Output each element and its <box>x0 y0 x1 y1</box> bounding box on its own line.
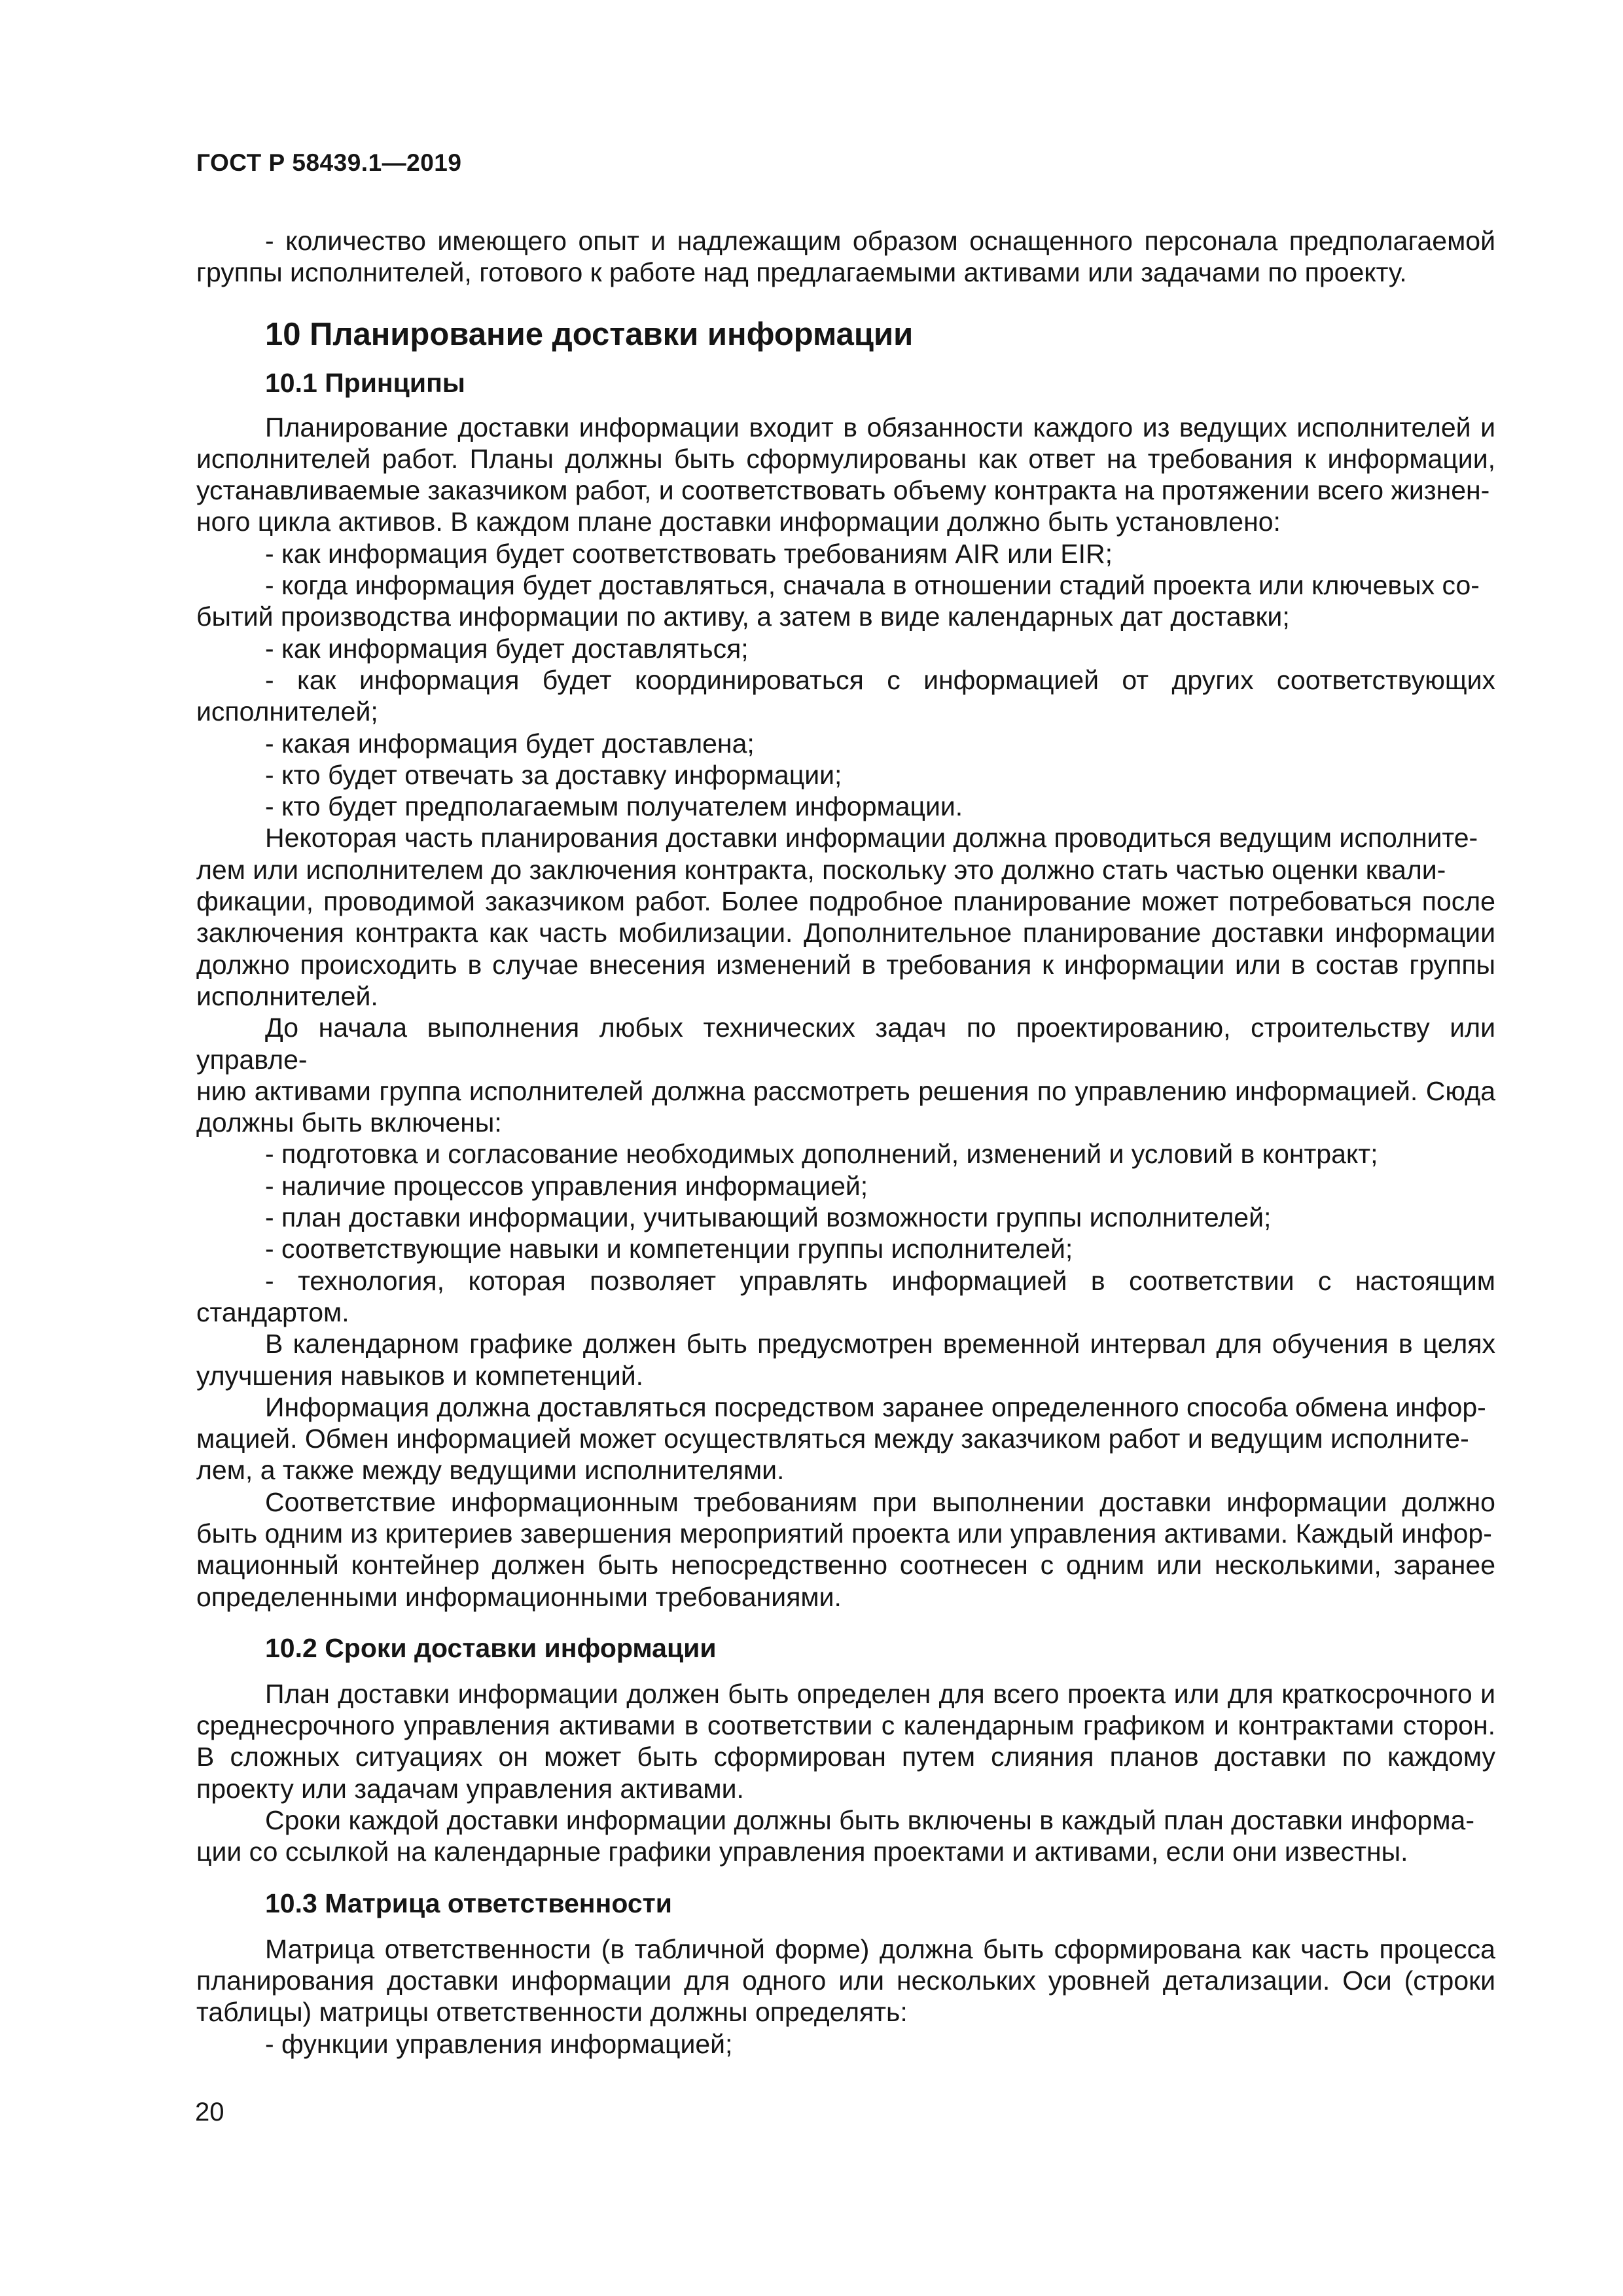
paragraph: Некоторая часть планирования доставки информации должна проводиться ведущим исполните- <box>265 823 1478 853</box>
paragraph: Соответствие информационным требованиям при выполнении доставки информации должно быть одним из критериев завершения мероприятий проекта или управления активами. Каждый инфор- <box>196 1486 1495 1549</box>
standard-designation: ГОСТ Р 58439.1—2019 <box>196 149 462 176</box>
list-item: - план доставки информации, учитывающий возможности группы исполнителей; <box>265 1202 1272 1233</box>
paragraph: - количество имеющего опыт и надлежащим образом оснащенного персонала предполагаемой группы исполнителей, готового к работе над предлагаемыми активами или задачами по проекту. <box>196 226 1495 288</box>
paragraph: Сроки каждой доставки информации должны быть включены в каждый план доставки информа- <box>265 1805 1474 1836</box>
paragraph-continuation: фикации, проводимой заказчиком работ. Более подробное планирование может потребоваться после заключения контракта как часть мобилизации. Дополнительное планирование доставки информации должно происходить в случае внесения изменений в требования к информации или в состав группы исполнителей. <box>196 886 1495 1011</box>
paragraph: В календарном графике должен быть предусмотрен временной интервал для обучения в целях улучшения навыков и компетенций. <box>196 1329 1495 1391</box>
list-item: - как информация будет соответствовать требованиям AIR или EIR; <box>265 538 1113 569</box>
subsection-heading-10-3: 10.3 Матрица ответственности <box>265 1888 672 1918</box>
paragraph: До начала выполнения любых технических задач по проектированию, строительству или управле- <box>196 1013 1495 1075</box>
paragraph: Информация должна доставляться посредством заранее определенного способа обмена инфор- <box>265 1391 1486 1422</box>
paragraph-continuation: лем или исполнителем до заключения контракта, поскольку это должно стать частью оценки квали- <box>196 854 1446 885</box>
paragraph: Матрица ответственности (в табличной форме) должна быть сформирована как часть процесса планирования доставки информации для одного или нескольких уровней детализации. Оси (строки таблицы) матрицы ответственности должны определять: <box>196 1933 1495 2028</box>
list-item: - соответствующие навыки и компетенции группы исполнителей; <box>265 1234 1073 1265</box>
list-item: - как информация будет координироваться с информацией от других соответствующих исполнителей; <box>196 664 1495 727</box>
paragraph-continuation: мацией. Обмен информацией может осуществляться между заказчиком работ и ведущим исполните- <box>196 1424 1469 1454</box>
page-number: 20 <box>195 2098 224 2126</box>
list-item: - функции управления информацией; <box>265 2028 733 2059</box>
list-item: - кто будет предполагаемым получателем информации. <box>265 791 963 822</box>
list-item: - подготовка и согласование необходимых дополнений, изменений и условий в контракт; <box>265 1139 1378 1170</box>
paragraph-continuation: мационный контейнер должен быть непосредственно соотнесен с одним или несколькими, заранее определенными информационными требованиями. <box>196 1550 1495 1612</box>
list-item-continuation: бытий производства информации по активу, а затем в виде календарных дат доставки; <box>196 601 1290 632</box>
subsection-heading-10-2: 10.2 Сроки доставки информации <box>265 1632 717 1663</box>
paragraph: План доставки информации должен быть определен для всего проекта или для краткосрочного и среднесрочного управления активами в соответствии с календарным графиком и контрактами сторон. В сложных ситуациях он может быть сформирован путем слияния планов доставки по каждому проекту или задачам управления активами. <box>196 1678 1495 1804</box>
section-heading-10: 10 Планирование доставки информации <box>265 316 914 352</box>
page-body <box>196 225 1495 2060</box>
paragraph-continuation: лем, а также между ведущими исполнителями. <box>196 1455 785 1486</box>
paragraph-continuation: нию активами группа исполнителей должна рассмотреть решения по управлению информацией. Сюда должны быть включены: <box>196 1075 1495 1138</box>
list-item: - как информация будет доставляться; <box>265 633 749 664</box>
list-item: - наличие процессов управления информацией; <box>265 1170 868 1201</box>
paragraph-continuation: ного цикла активов. В каждом плане доставки информации должно быть установлено: <box>196 507 1281 537</box>
paragraph: Планирование доставки информации входит в обязанности каждого из ведущих исполнителей и исполнителей работ. Планы должны быть сформулированы как ответ на требования к информации, устанавливаемые заказчиком работ, и соответствовать объему контракта на протяжении всего жизнен- <box>196 412 1495 506</box>
list-item: - какая информация будет доставлена; <box>265 728 755 759</box>
list-item: - технология, которая позволяет управлять информацией в соответствии с настоящим стандартом. <box>196 1265 1495 1327</box>
subsection-heading-10-1: 10.1 Принципы <box>265 367 465 398</box>
paragraph-continuation: ции со ссылкой на календарные графики управления проектами и активами, если они известны. <box>196 1837 1408 1867</box>
list-item: - когда информация будет доставляться, сначала в отношении стадий проекта или ключевых со- <box>265 570 1480 601</box>
list-item: - кто будет отвечать за доставку информации; <box>265 759 842 790</box>
